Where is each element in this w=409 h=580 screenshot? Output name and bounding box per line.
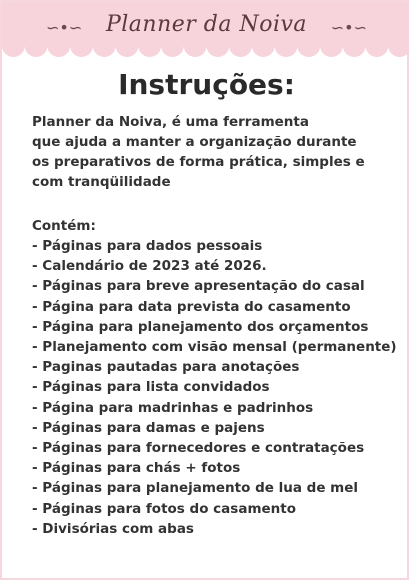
list-item: - Calendário de 2023 até 2026. xyxy=(32,258,267,275)
page-title: Instruções: xyxy=(118,68,295,101)
list-item: - Páginas para breve apresentação do casal xyxy=(32,278,365,295)
list-item: - Páginas para lista convidados xyxy=(32,379,270,396)
header-title: Planner da Noiva xyxy=(105,12,308,37)
list-item: - Página para madrinhas e padrinhos xyxy=(32,399,314,416)
header-banner xyxy=(2,2,409,64)
list-item: - Paginas pautadas para anotações xyxy=(32,359,300,376)
flourish-left-icon: ∽•∽ xyxy=(46,18,83,37)
list-item: - Páginas para dados pessoais xyxy=(32,238,263,254)
list-item: - Páginas para fotos do casamento xyxy=(32,500,297,517)
list-item: - Páginas para fornecedores e contratações xyxy=(32,440,365,457)
list-item: - Divisórias com abas xyxy=(32,520,194,537)
list-item: - Páginas para planejamento de lua de mel xyxy=(32,480,359,497)
list-item: - Página para planejamento dos orçamentos xyxy=(32,318,369,335)
contents-list xyxy=(32,236,404,539)
list-item: - Páginas para chás + fotos xyxy=(32,460,241,477)
list-item: - Página para data prevista do casamento xyxy=(32,298,351,315)
intro-paragraph: Planner da Noiva, é uma ferramenta que ajuda a manter a organização durante os preparativos de forma prática, simples e com tranqüilidade xyxy=(32,114,365,190)
flourish-right-icon: ∽•∽ xyxy=(330,18,367,37)
list-item: - Planejamento com visão mensal (permanente) xyxy=(32,339,397,356)
contents-label: Contém: xyxy=(32,218,96,234)
list-item: - Páginas para damas e pajens xyxy=(32,419,265,436)
